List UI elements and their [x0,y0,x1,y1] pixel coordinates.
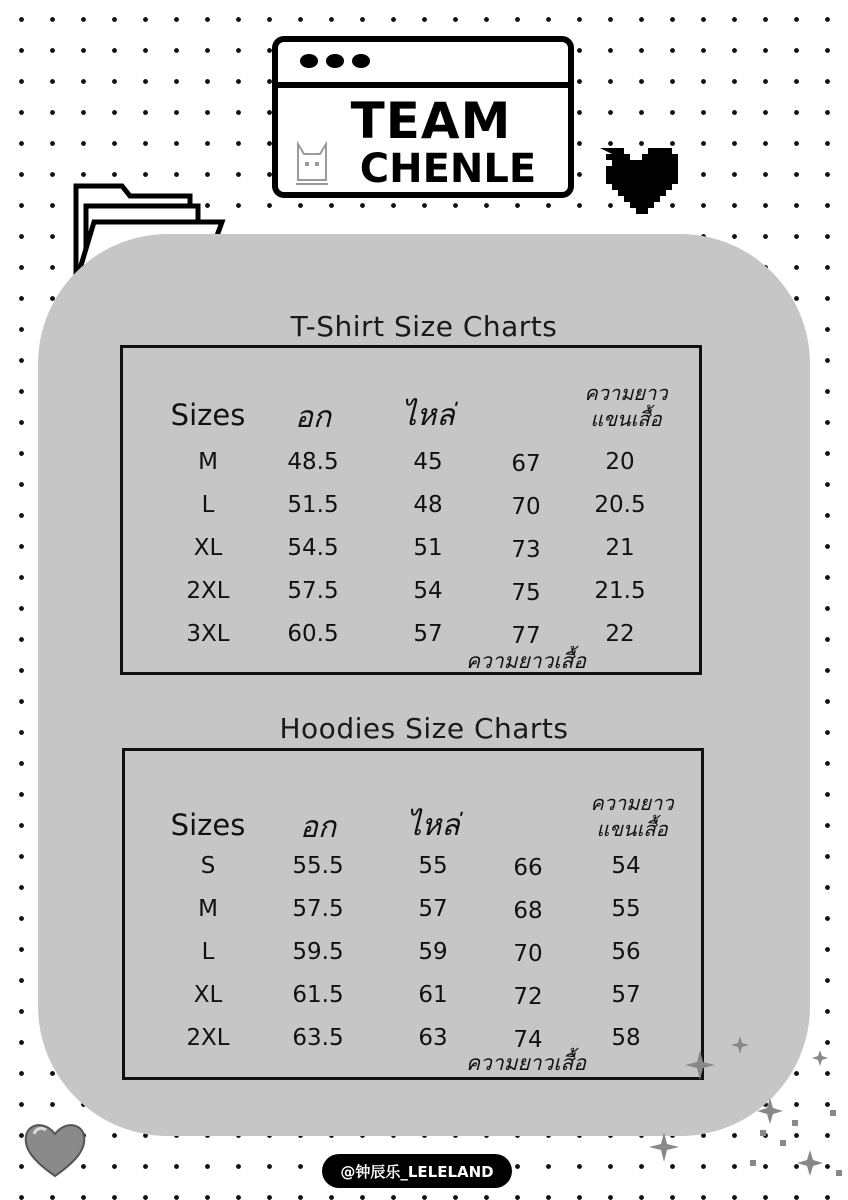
tshirt-cell-size: XL [193,535,223,561]
hoodies-cell-length: 68 [513,898,543,924]
tshirt-cell-length: 75 [511,580,541,606]
window-dot-icon [326,54,344,68]
tshirt-header-chest: อก [294,400,332,435]
hoodies-cell-shoulder: 57 [418,896,448,922]
hoodies-cell-shoulder: 63 [418,1025,448,1051]
hoodies-cell-shoulder: 61 [418,982,448,1008]
hoodies-cell-length: 66 [513,855,543,881]
hoodies-header-sleeve-line1: ความยาว [590,791,674,815]
tshirt-cell-length: 73 [511,537,541,563]
hoodies-cell-sleeve: 55 [611,896,641,922]
tshirt-cell-size: M [198,449,218,475]
tshirt-cell-length: 77 [511,623,541,649]
tshirt-cell-chest: 51.5 [287,492,339,518]
hoodies-header-chest: อก [299,810,337,845]
tshirt-cell-shoulder: 45 [413,449,443,475]
badge-title-line2: CHENLE [359,146,537,192]
hoodies-cell-size: M [198,896,218,922]
hoodies-header-sleeve-line2: แขนเสื้อ [596,817,668,841]
hoodies-cell-shoulder: 59 [418,939,448,965]
tshirt-cell-shoulder: 57 [413,621,443,647]
tshirt-header-shoulder: ไหล่ [401,398,455,433]
tshirt-cell-chest: 57.5 [287,578,339,604]
hoodies-cell-chest: 59.5 [292,939,344,965]
hoodies-cell-size: 2XL [186,1025,230,1051]
tshirt-cell-sleeve: 21 [605,535,635,561]
hoodies-cell-size: XL [193,982,223,1008]
tshirt-cell-size: 2XL [186,578,230,604]
hoodies-cell-sleeve: 58 [611,1025,641,1051]
tshirt-cell-length: 67 [511,451,541,477]
tshirt-cell-chest: 60.5 [287,621,339,647]
hoodies-cell-chest: 57.5 [292,896,344,922]
hoodies-cell-sleeve: 56 [611,939,641,965]
sparkle-icon [640,1020,848,1200]
tshirt-chart-title: T-Shirt Size Charts [290,310,558,343]
hoodies-chart-title: Hoodies Size Charts [279,712,569,745]
hoodies-cell-size: L [201,939,215,965]
hoodies-cell-sleeve: 57 [611,982,641,1008]
hoodies-cell-length: 74 [513,1027,543,1053]
hoodies-cell-size: S [200,853,216,879]
hoodies-cell-sleeve: 54 [611,853,641,879]
hoodies-cell-length: 70 [513,941,543,967]
window-dot-icon [300,54,318,68]
hoodies-cell-chest: 55.5 [292,853,344,879]
tshirt-header-size: Sizes [170,398,246,432]
window-dot-icon [352,54,370,68]
hoodies-header-shoulder: ไหล่ [406,808,460,843]
credit-handle: @钟辰乐_LELELAND [322,1154,512,1188]
tshirt-cell-shoulder: 51 [413,535,443,561]
heart-icon [22,1118,88,1180]
tshirt-cell-shoulder: 54 [413,578,443,604]
badge-title-line1: TEAM [350,92,512,150]
tshirt-header-sleeve-line1: ความยาว [584,381,668,405]
tshirt-cell-chest: 48.5 [287,449,339,475]
tshirt-cell-sleeve: 20.5 [594,492,646,518]
hoodies-cell-chest: 63.5 [292,1025,344,1051]
tshirt-cell-chest: 54.5 [287,535,339,561]
tshirt-cell-length: 70 [511,494,541,520]
tshirt-length-label: ความยาวเสื้อ [466,649,586,673]
tshirt-cell-sleeve: 20 [605,449,635,475]
tshirt-cell-sleeve: 21.5 [594,578,646,604]
hoodies-cell-chest: 61.5 [292,982,344,1008]
team-badge [272,36,574,198]
hoodies-length-label: ความยาวเสื้อ [466,1051,586,1075]
pixel-heart-icon [594,148,678,214]
tshirt-cell-size: 3XL [186,621,230,647]
tshirt-cell-size: L [201,492,215,518]
hoodies-cell-length: 72 [513,984,543,1010]
tshirt-cell-sleeve: 22 [605,621,635,647]
window-title-bar [278,82,568,88]
hoodies-header-size: Sizes [170,808,246,842]
hoodies-cell-shoulder: 55 [418,853,448,879]
tshirt-header-sleeve-line2: แขนเสื้อ [590,407,662,431]
tshirt-cell-shoulder: 48 [413,492,443,518]
